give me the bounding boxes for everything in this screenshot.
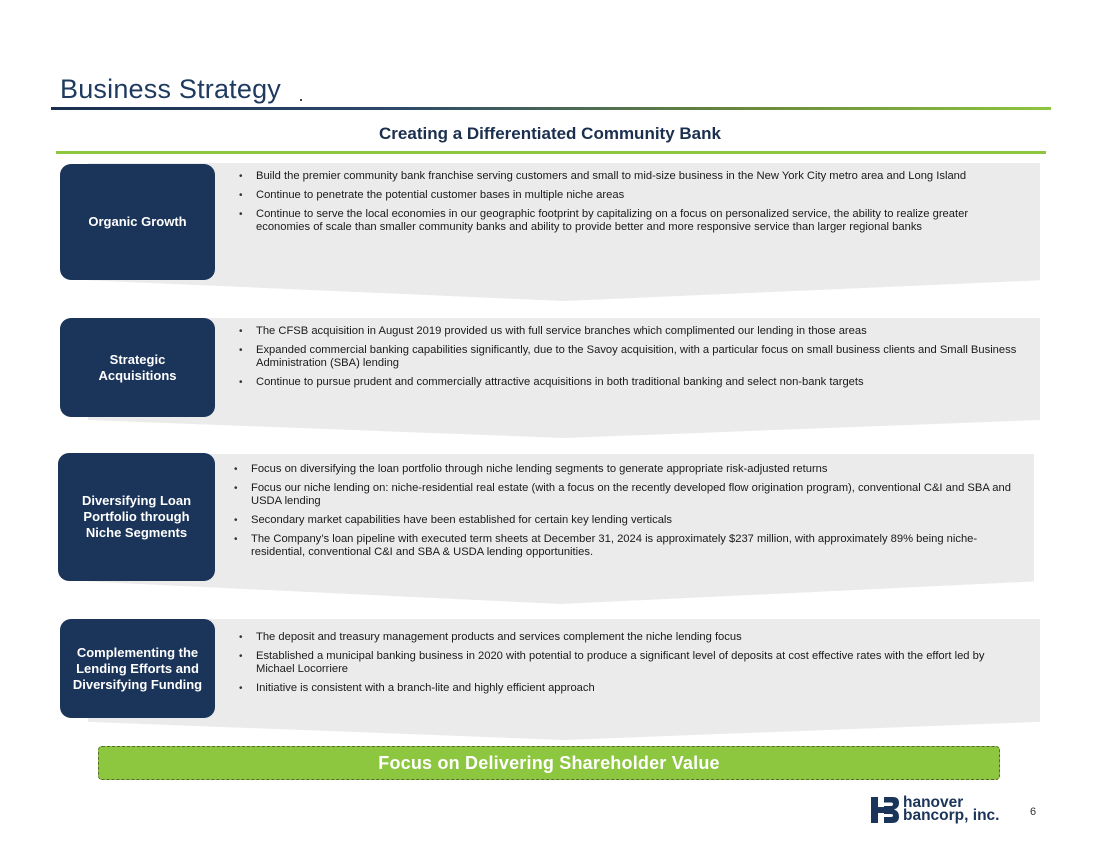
list-item: • Initiative is consistent with a branch-lite and highly efficient approach xyxy=(234,682,1024,695)
subtitle-divider xyxy=(56,151,1046,154)
list-item: • Continue to serve the local economies in our geographic footprint by capitalizing on a focus on personalized service, the ability to realize greater economies of scale than smaller community banks and ability to provide better and more responsive service than larger regional banks xyxy=(234,208,1024,234)
hanover-logo-icon xyxy=(871,797,899,823)
list-item: • Build the premier community bank franchise serving customers and small to mid-size business in the New York City metro area and Long Island xyxy=(234,170,1024,183)
list-item: • Continue to penetrate the potential customer bases in multiple niche areas xyxy=(234,189,1024,202)
label-diversifying-loan-portfolio: Diversifying Loan Portfolio through Niche Segments xyxy=(58,453,215,581)
bullets-organic-growth xyxy=(234,170,1024,240)
page-title: Business Strategy xyxy=(60,74,282,104)
bullets-strategic-acquisitions xyxy=(234,325,1024,395)
list-item: • The Company’s loan pipeline with executed term sheets at December 31, 2024 is approximately $237 million, with approximately 89% being niche-residential, conventional C&I and SBA & USDA lending opportunities. xyxy=(229,533,1019,559)
list-item: • Focus on diversifying the loan portfolio through niche lending segments to generate appropriate risk-adjusted returns xyxy=(229,463,1019,476)
company-logo xyxy=(871,795,1021,825)
logo-wordmark-top: hanover xyxy=(903,794,964,811)
label-organic-growth: Organic Growth xyxy=(60,164,215,280)
list-item: • Established a municipal banking business in 2020 with potential to produce a significant level of deposits at cost effective rates with the effort led by Michael Locorriere xyxy=(234,650,1024,676)
list-item: • The deposit and treasury management products and services complement the niche lending focus xyxy=(234,631,1024,644)
section-subtitle: Creating a Differentiated Community Bank xyxy=(379,124,721,143)
bullets-diversifying-loan-portfolio xyxy=(229,463,1019,565)
logo-wordmark-bottom: bancorp, inc. xyxy=(903,807,1000,824)
list-item: • The CFSB acquisition in August 2019 provided us with full service branches which complimented our lending in those areas xyxy=(234,325,1024,338)
title-divider xyxy=(51,107,1051,110)
list-item: • Secondary market capabilities have been established for certain key lending verticals xyxy=(229,514,1019,527)
bullets-complementing-lending xyxy=(234,631,1024,701)
label-strategic-acquisitions: Strategic Acquisitions xyxy=(60,318,215,417)
list-item: • Focus our niche lending on: niche-residential real estate (with a focus on the recently developed flow origination program), conventional C&I and SBA and USDA lending xyxy=(229,482,1019,508)
shareholder-value-banner: Focus on Delivering Shareholder Value xyxy=(98,746,1000,780)
list-item: • Continue to pursue prudent and commercially attractive acquisitions in both traditional banking and select non-bank targets xyxy=(234,376,1024,389)
title-dot xyxy=(300,99,302,101)
label-complementing-lending: Complementing the Lending Efforts and Diversifying Funding xyxy=(60,619,215,718)
page-number: 6 xyxy=(1030,806,1037,818)
list-item: • Expanded commercial banking capabilities significantly, due to the Savoy acquisition, with a particular focus on small business clients and Small Business Administration (SBA) lending xyxy=(234,344,1024,370)
